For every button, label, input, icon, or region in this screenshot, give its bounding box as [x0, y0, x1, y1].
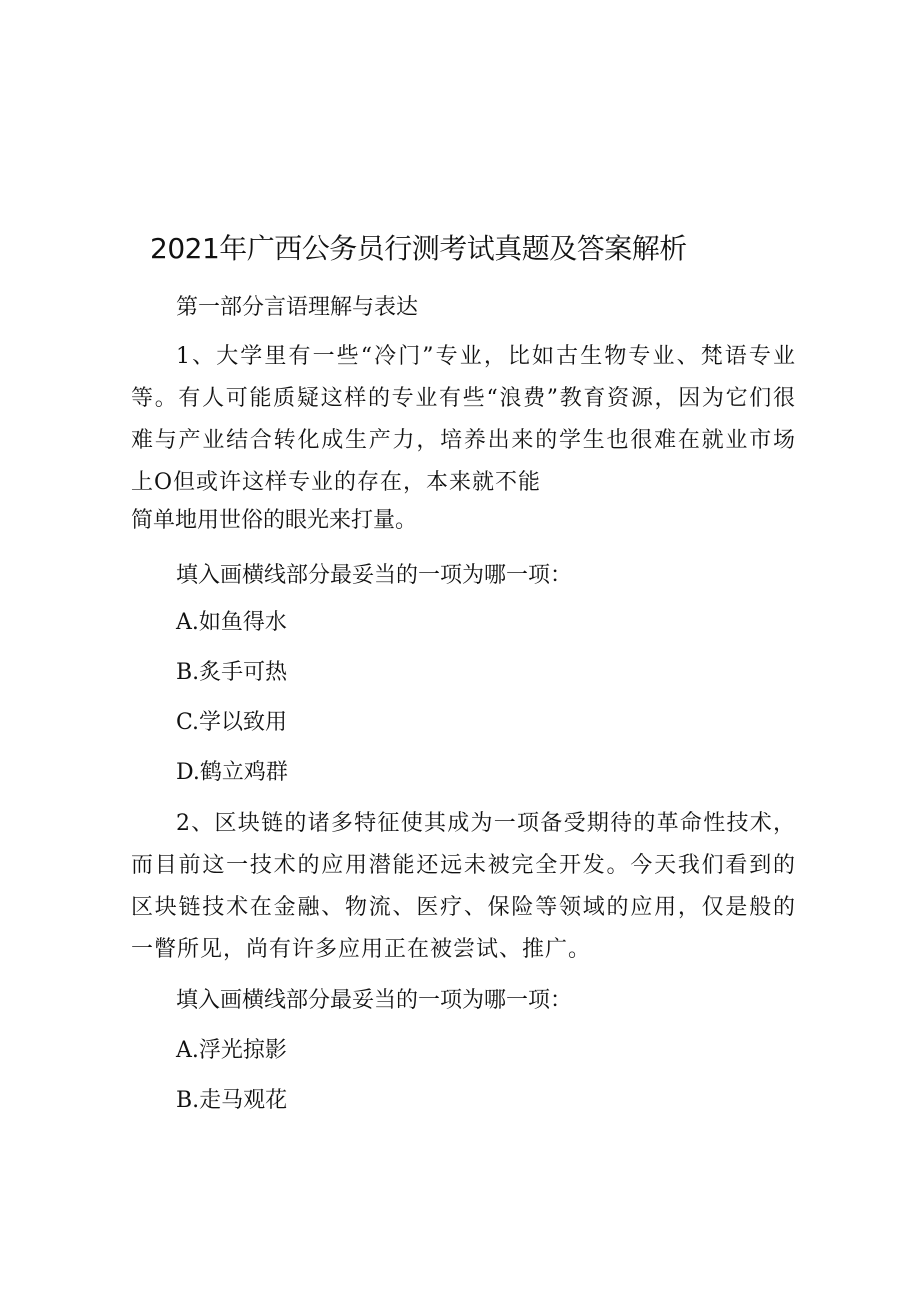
question-1-text: 1、大学里有一些“冷门”专业，比如古生物专业、梵语专业等。有人可能质疑这样的专业有些“浪费”教育资源，因为它们很难与产业结合转化成生产力，培养出来的学生也很难在就业市场上O但或许这样专业的存在，本来就不能	[131, 344, 796, 495]
question-1-option-a: A.如鱼得水	[176, 610, 287, 635]
section-heading: 第一部分言语理解与表达	[176, 295, 419, 320]
question-1-option-d: D.鹤立鸡群	[176, 760, 288, 785]
question-1-prompt: 填入画横线部分最妥当的一项为哪一项：	[176, 563, 573, 588]
question-2-option-b: B.走马观花	[176, 1088, 288, 1113]
question-2-prompt: 填入画横线部分最妥当的一项为哪一项：	[176, 988, 573, 1013]
document-title: 2021年广西公务员行测考试真题及答案解析	[150, 232, 687, 265]
question-1-option-c: C.学以致用	[176, 710, 288, 735]
question-2-option-a: A.浮光掠影	[176, 1038, 287, 1063]
question-1-option-b: B.炙手可热	[176, 660, 288, 685]
question-1-continuation: 简单地用世俗的眼光来打量。	[131, 508, 418, 533]
question-2-text: 2、区块链的诸多特征使其成为一项备受期待的革命性技术，而目前这一技术的应用潜能还远未被完全开发。今天我们看到的区块链技术在金融、物流、医疗、保险等领域的应用，仅是般的一瞥所见，尚有许多应用正在被尝试、推广。	[131, 811, 796, 962]
